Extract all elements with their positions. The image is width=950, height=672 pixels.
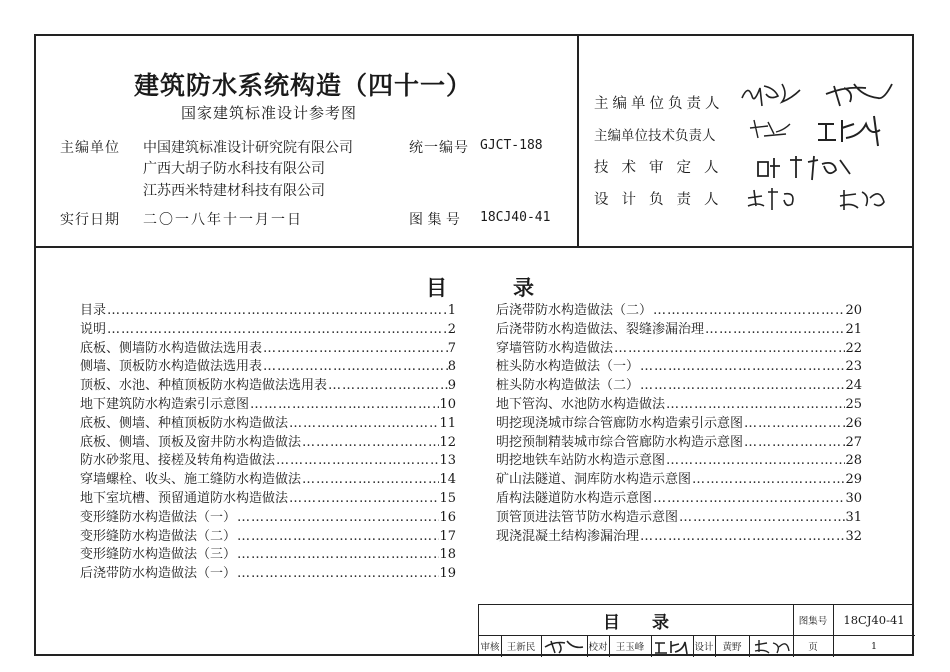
toc-entry[interactable]: 穿墙管防水构造做法 …………………………………………………………………………………………………………………………………………………… 22 xyxy=(496,340,862,359)
check-name: 王玉峰 xyxy=(615,642,645,653)
design-name: 黄野 xyxy=(722,642,742,653)
toc-entry[interactable]: 地下建筑防水构造索引示意图 …………………………………………………………………………………………………………………………………………………… 10 xyxy=(80,396,456,415)
toc-entry[interactable]: 顶管顶进法管节防水构造示意图 …………………………………………………………………………………………………………………………………………………… 31 xyxy=(496,509,862,528)
date-label: 实行日期 xyxy=(60,212,120,228)
code-value: GJCT-188 xyxy=(480,138,543,153)
toc-entry[interactable]: 盾构法隧道防水构造示意图 …………………………………………………………………………………………………………………………………………………… 30 xyxy=(496,490,862,509)
toc-entry[interactable]: 变形缝防水构造做法（三） …………………………………………………………………………………………………………………………………………………… 18 xyxy=(80,546,456,565)
atlas-label: 图 集 号 xyxy=(409,212,460,228)
toc-entry[interactable]: 明挖现浇城市综合管廊防水构造索引示意图 …………………………………………………………………………………………………………………………………………………… 26 xyxy=(496,415,862,434)
toc-entry[interactable]: 现浇混凝土结构渗漏治理 …………………………………………………………………………………………………………………………………………………… 32 xyxy=(496,528,862,547)
toc-entry[interactable]: 后浇带防水构造做法（一） …………………………………………………………………………………………………………………………………………………… 19 xyxy=(80,565,456,584)
toc-entry[interactable]: 说明 …………………………………………………………………………………………………………………………………………………… 2 xyxy=(80,321,456,340)
atlas-value: 18CJ40-41 xyxy=(480,210,551,225)
editor-unit-1: 中国建筑标准设计研究院有限公司 xyxy=(143,140,353,156)
toc-entry[interactable]: 目录 …………………………………………………………………………………………………………………………………………………… 1 xyxy=(80,302,456,321)
signature-technical-responsible xyxy=(746,112,896,148)
toc-entry[interactable]: 穿墙螺栓、收头、施工缝防水构造做法 …………………………………………………………………………………………………………………………………………………… 14 xyxy=(80,471,456,490)
sheet-title: 目 录 xyxy=(603,612,669,633)
editor-unit-3: 江苏西米特建材科技有限公司 xyxy=(143,183,325,199)
signature-chief-responsible xyxy=(738,78,898,112)
date-value: 二〇一八年十一月一日 xyxy=(143,212,303,228)
header-vertical-divider xyxy=(577,34,579,246)
editor-label: 主编单位 xyxy=(60,140,120,156)
toc-entry[interactable]: 桩头防水构造做法（一） …………………………………………………………………………………………………………………………………………………… 23 xyxy=(496,358,862,377)
header-divider xyxy=(34,246,914,248)
toc-left-column xyxy=(80,302,456,584)
responsible-label-1: 主编单位负责人 xyxy=(594,96,724,112)
review-signature xyxy=(543,637,585,655)
toc-right-column xyxy=(496,302,862,546)
toc-entry[interactable]: 防水砂浆甩、接槎及转角构造做法 …………………………………………………………………………………………………………………………………………………… 13 xyxy=(80,452,456,471)
code-label: 统一编号 xyxy=(409,140,469,156)
toc-entry[interactable]: 底板、侧墙防水构造做法选用表 …………………………………………………………………………………………………………………………………………………… 7 xyxy=(80,340,456,359)
toc-entry[interactable]: 明挖预制精装城市综合管廊防水构造示意图 …………………………………………………………………………………………………………………………………………………… 27 xyxy=(496,434,862,453)
signature-technical-reviewer xyxy=(752,152,862,182)
toc-entry[interactable]: 后浇带防水构造做法（二） …………………………………………………………………………………………………………………………………………………… 20 xyxy=(496,302,862,321)
toc-entry[interactable]: 矿山法隧道、洞库防水构造示意图 …………………………………………………………………………………………………………………………………………………… 29 xyxy=(496,471,862,490)
toc-heading-left: 目 xyxy=(426,276,447,300)
toc-entry[interactable]: 变形缝防水构造做法（一） …………………………………………………………………………………………………………………………………………………… 16 xyxy=(80,509,456,528)
toc-entry[interactable]: 地下室坑槽、预留通道防水构造做法 …………………………………………………………………………………………………………………………………………………… 15 xyxy=(80,490,456,509)
toc-entry[interactable]: 地下管沟、水池防水构造做法 …………………………………………………………………………………………………………………………………………………… 25 xyxy=(496,396,862,415)
toc-entry[interactable]: 底板、侧墙、顶板及窗井防水构造做法 …………………………………………………………………………………………………………………………………………………… 12 xyxy=(80,434,456,453)
toc-heading-right: 录 xyxy=(513,276,534,300)
responsible-label-2: 主编单位技术负责人 xyxy=(594,128,716,144)
toc-entry[interactable]: 明挖地铁车站防水构造示意图 …………………………………………………………………………………………………………………………………………………… 28 xyxy=(496,452,862,471)
signature-design-responsible xyxy=(744,184,894,216)
review-label: 审核 xyxy=(480,642,500,653)
toc-entry[interactable]: 变形缝防水构造做法（二） …………………………………………………………………………………………………………………………………………………… 17 xyxy=(80,528,456,547)
responsible-label-4: 设计负责人 xyxy=(594,192,732,208)
toc-entry[interactable]: 底板、侧墙、种植顶板防水构造做法 …………………………………………………………………………………………………………………………………………………… 11 xyxy=(80,415,456,434)
page-value: 1 xyxy=(870,640,878,652)
title-block-atlas-value: 18CJ40-41 xyxy=(843,613,905,627)
check-label: 校对 xyxy=(588,642,608,653)
title-block xyxy=(478,604,914,656)
document-title: 建筑防水系统构造（四十一） xyxy=(134,71,473,100)
responsible-label-3: 技术审定人 xyxy=(594,160,732,176)
toc-entry[interactable]: 桩头防水构造做法（二） …………………………………………………………………………………………………………………………………………………… 24 xyxy=(496,377,862,396)
review-name: 王新民 xyxy=(506,642,536,653)
design-signature xyxy=(751,637,791,655)
editor-unit-2: 广西大胡子防水科技有限公司 xyxy=(143,161,325,177)
toc-entry[interactable]: 后浇带防水构造做法、裂缝渗漏治理 …………………………………………………………………………………………………………………………………………………… 21 xyxy=(496,321,862,340)
toc-entry[interactable]: 顶板、水池、种植顶板防水构造做法选用表 …………………………………………………………………………………………………………………………………………………… 9 xyxy=(80,377,456,396)
toc-entry[interactable]: 侧墙、顶板防水构造做法选用表 …………………………………………………………………………………………………………………………………………………… 8 xyxy=(80,358,456,377)
title-block-atlas-label: 图集号 xyxy=(798,616,828,627)
design-label: 设计 xyxy=(694,642,714,653)
check-signature xyxy=(653,637,691,655)
page-label: 页 xyxy=(808,642,818,653)
document-subtitle: 国家建筑标准设计参考图 xyxy=(181,104,358,122)
